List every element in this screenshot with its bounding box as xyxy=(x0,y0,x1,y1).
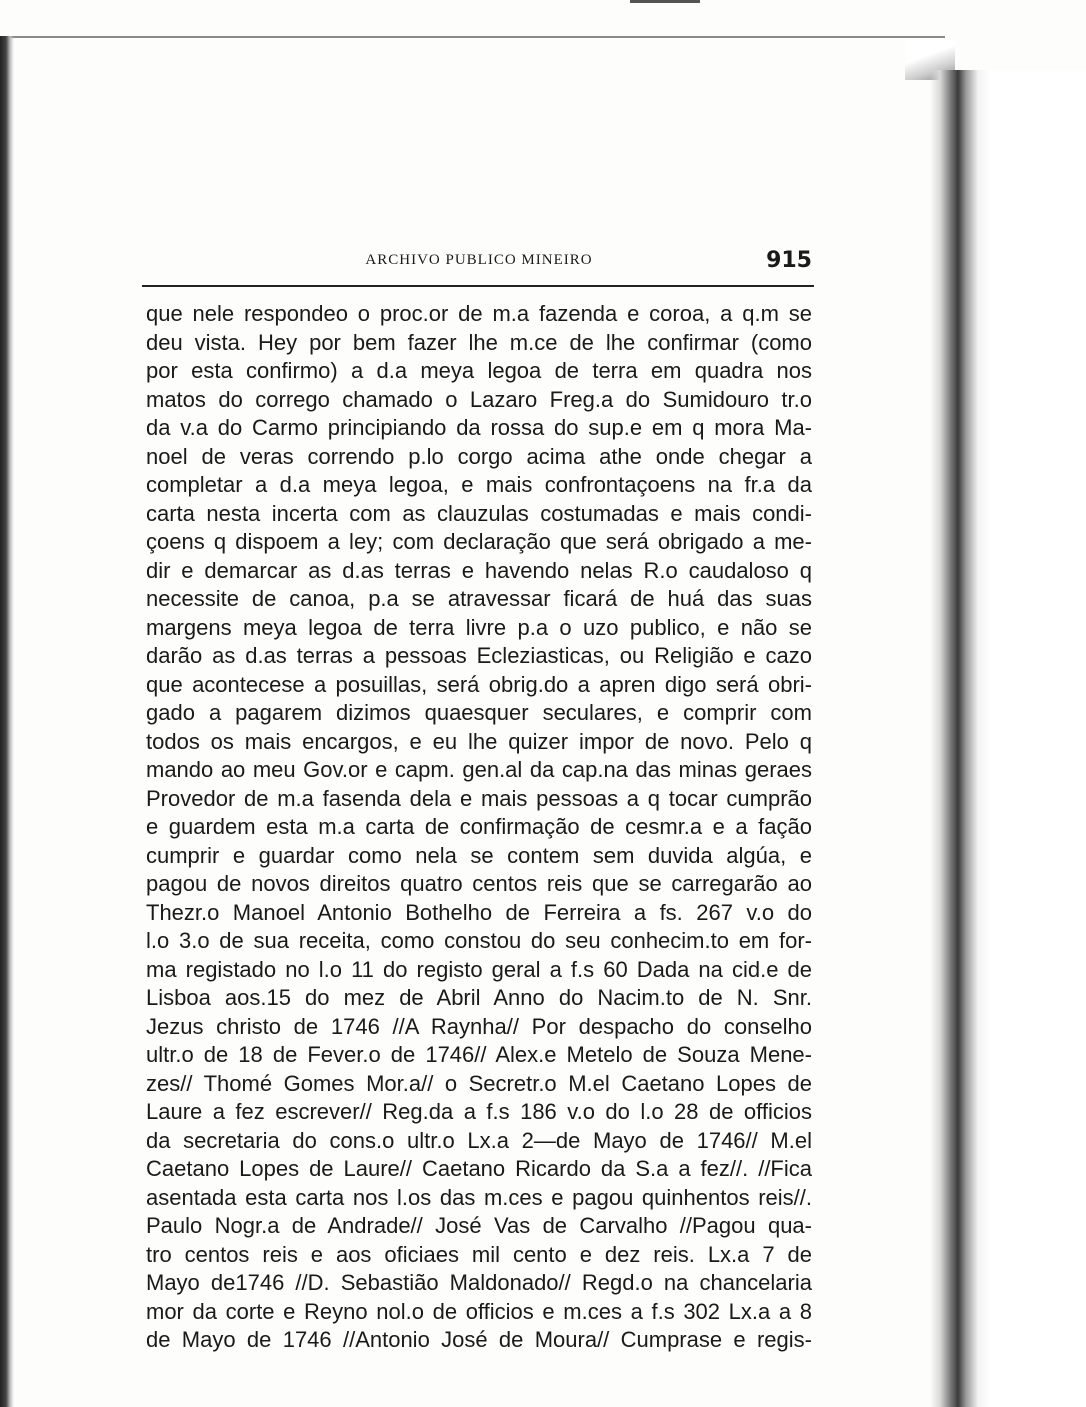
text-line: l.o 3.o de sua receita, como constou do seu conhecim.to em for- xyxy=(146,928,812,953)
running-header xyxy=(146,248,812,288)
text-line: da secretaria do cons.o ultr.o Lx.a 2—de Mayo de 1746// M.el xyxy=(146,1127,812,1153)
text-line: Laure a fez escrever// Reg.da a f.s 186 v.o do l.o 28 de officios xyxy=(146,1099,812,1124)
text-line: noel de veras correndo p.lo corgo acima athe onde chegar a xyxy=(146,443,812,469)
text-line: ma registado no l.o 11 do registo geral a f.s 60 Dada na cid.e de xyxy=(146,956,812,982)
text-line: Provedor de m.a fasenda dela e mais pessoas a q tocar cumprão xyxy=(146,785,812,811)
text-line: Thezr.o Manoel Antonio Bothelho de Ferreira a fs. 267 v.o do xyxy=(146,899,812,925)
page-number: 915 xyxy=(766,248,812,273)
text-line: todos os mais encargos, e eu lhe quizer impor de novo. Pelo q xyxy=(146,728,812,754)
text-line: Lisboa aos.15 do mez de Abril Anno do Nacim.to de N. Snr. xyxy=(146,985,812,1010)
text-line: da v.a do Carmo principiando da rossa do sup.e em q mora Ma- xyxy=(146,415,812,440)
text-line: darão as d.as terras a pessoas Ecleziasticas, ou Religião e cazo xyxy=(146,643,812,668)
text-line: ultr.o de 18 de Fever.o de 1746// Alex.e Metelo de Souza Mene- xyxy=(146,1042,812,1067)
header-title: ARCHIVO PUBLICO MINEIRO xyxy=(365,252,593,268)
text-line: matos do corrego chamado o Lazaro Freg.a do Sumidouro tr.o xyxy=(146,386,812,412)
text-line: necessite de canoa, p.a se atravessar ficará de huá das suas xyxy=(146,586,812,611)
text-line: deu vista. Hey por bem fazer lhe m.ce de lhe confirmar (como xyxy=(146,329,812,355)
text-line: margens meya legoa de terra livre p.a o uzo publico, e não se xyxy=(146,614,812,640)
text-line: dir e demarcar as d.as terras e havendo nelas R.o caudaloso q xyxy=(146,557,812,583)
text-line: tro centos reis e aos oficiaes mil cento e dez reis. Lx.a 7 de xyxy=(146,1241,812,1267)
text-line: que acontecese a posuillas, será obrig.do a apren digo será obri- xyxy=(146,671,812,697)
text-line: completar a d.a meya legoa, e mais confrontaçoens na fr.a da xyxy=(146,472,812,497)
text-line: que nele respondeo o proc.or de m.a fazenda e coroa, a q.m se xyxy=(146,301,812,326)
document-body xyxy=(146,300,812,1355)
text-line: mando ao meu Gov.or e capm. gen.al da cap.na das minas geraes xyxy=(146,757,812,782)
text-line: de Mayo de 1746 //Antonio José de Moura// Cumprase e regis- xyxy=(146,1327,812,1352)
page-top-edge xyxy=(0,36,945,38)
text-line: Mayo de1746 //D. Sebastião Maldonado// Regd.o na chancelaria xyxy=(146,1270,812,1295)
text-line: çoens q dispoem a ley; com declaração que será obrigado a me- xyxy=(146,529,812,554)
text-line: pagou de novos direitos quatro centos reis que se carregarão ao xyxy=(146,871,812,896)
text-line: Caetano Lopes de Laure// Caetano Ricardo da S.a a fez//. //Fica xyxy=(146,1156,812,1181)
text-line: carta nesta incerta com as clauzulas costumadas e mais condi- xyxy=(146,500,812,526)
text-line: Jezus christo de 1746 //A Raynha// Por despacho do conselho xyxy=(146,1013,812,1039)
left-page-edge xyxy=(0,36,14,1407)
text-line: zes// Thomé Gomes Mor.a// o Secretr.o M.el Caetano Lopes de xyxy=(146,1070,812,1096)
text-line: asentada esta carta nos l.os das m.ces e pagou quinhentos reis//. xyxy=(146,1184,812,1210)
header-rule xyxy=(142,285,814,287)
text-line: cumprir e guardar como nela se contem sem duvida algúa, e xyxy=(146,842,812,868)
right-page-edge xyxy=(930,70,1086,1407)
text-line: gado a pagarem dizimos quaesquer seculares, e comprir com xyxy=(146,700,812,725)
text-line: Paulo Nogr.a de Andrade// José Vas de Carvalho //Pagou qua- xyxy=(146,1213,812,1238)
text-line: e guardem esta m.a carta de confirmação de cesmr.a e a fação xyxy=(146,814,812,839)
top-smudge xyxy=(630,0,700,3)
text-line: mor da corte e Reyno nol.o de officios e m.ces a f.s 302 Lx.a a 8 xyxy=(146,1298,812,1324)
text-line: por esta confirmo) a d.a meya legoa de terra em quadra nos xyxy=(146,358,812,383)
